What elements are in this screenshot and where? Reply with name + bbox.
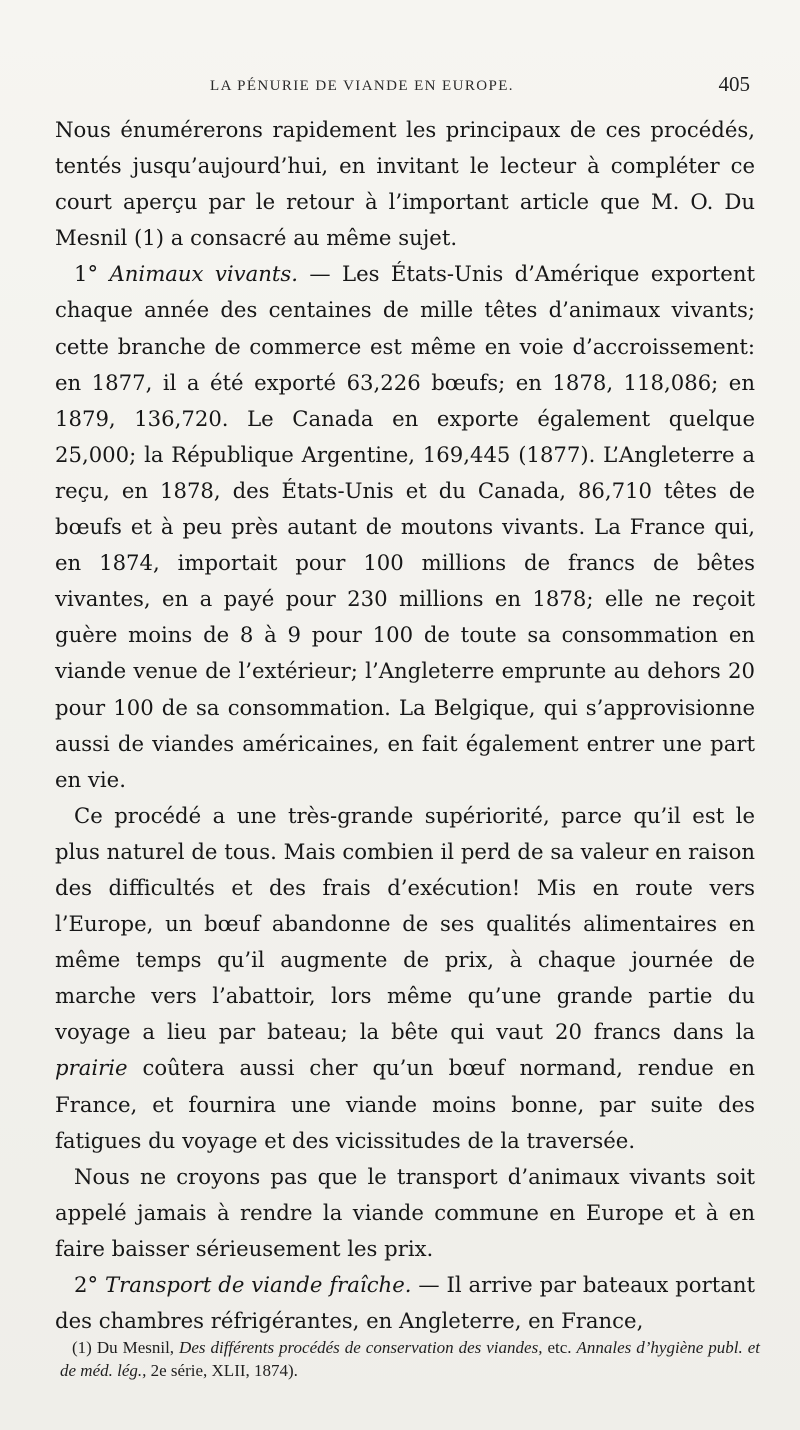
section-text: — Les États-Unis d’Amérique exportent chaque année des centaines de mille têtes d’animaux vivants; cette branche de commerce est même en voie d’accroissement: en 1877, il a été exporté 63,226 bœufs; en 1878, 118,086; en 1879, 136,720. Le Canada en exporte également quelque 25,000; la République Argentine, 169,445 (1877). L’Angleterre a reçu, en 1878, des États-Unis et du Canada, 86,710 têtes de bœufs et à peu près autant de moutons vivants. La France qui, en 1874, importait pour 100 millions de francs de bêtes vivantes, en a payé pour 230 millions en 1878; elle ne reçoit guère moins de 8 à 9 pour 100 de toute sa consommation en viande venue de l’extérieur; l’Angleterre emprunte au dehors 20 pour 100 de sa consommation. La Belgique, qui s’approvisionne aussi de viandes américaines, en fait également entrer une part en vie.	[55, 261, 756, 792]
page-header	[60, 72, 750, 102]
footnote	[60, 1336, 760, 1382]
section-number: 2°	[74, 1272, 105, 1297]
footnote-details: 2e série, XLII, 1874).	[146, 1361, 298, 1380]
footnote-separator	[60, 1330, 750, 1331]
footnote-text	[60, 1336, 760, 1382]
section-title: Animaux vivants.	[109, 261, 299, 287]
footnote-author: Du Mesnil,	[96, 1338, 180, 1357]
body-text	[55, 112, 755, 1339]
paragraph-viande-fraiche	[55, 1267, 755, 1339]
section-title: Transport de viande fraîche.	[104, 1272, 412, 1297]
running-title: LA PÉNURIE DE VIANDE EN EUROPE.	[210, 78, 514, 94]
footnote-title: Des différents procédés de conservation des viandes,	[179, 1338, 543, 1357]
italic-word-prairie: prairie	[55, 1055, 128, 1081]
section-number: 1°	[74, 261, 110, 287]
paragraph-text-before: Ce procédé a une très-grande supériorité, parce qu’il est le plus naturel de tous. Mais combien il perd de sa valeur en raison des difficultés et des frais d’exécution! Mis en route vers l’Europe, un bœuf abandonne de ses qualités alimentaires en même temps qu’il augmente de prix, à chaque journée de marche vers l’abattoir, lors même qu’une grande partie du voyage a lieu par bateau; la bête qui vaut 20 francs dans la	[55, 802, 755, 1045]
footnote-journal: Annales d’hygiène publ. et de méd. lég.,	[60, 1338, 761, 1380]
paragraph-animaux-vivants	[55, 256, 755, 797]
section-text: — Il arrive par bateaux portant des chambres réfrigérantes, en Angleterre, en France,	[55, 1272, 756, 1334]
paragraph-procede	[55, 798, 755, 1159]
page-number: 405	[718, 72, 750, 96]
paragraph-conclusion: Nous ne croyons pas que le transport d’animaux vivants soit appelé jamais à rendre la viande commune en Europe et à en faire baisser sérieusement les prix.	[55, 1163, 755, 1261]
paragraph-text-after: coûtera aussi cher qu’un bœuf normand, rendue en France, et fournira une viande moins bonne, par suite des fatigues du voyage et des vicissitudes de la traversée.	[55, 1055, 755, 1153]
footnote-etc: etc.	[542, 1338, 572, 1357]
footnote-marker: (1)	[72, 1338, 97, 1357]
paragraph-intro: Nous énumérerons rapidement les principaux de ces procédés, tentés jusqu’aujourd’hui, en invitant le lecteur à compléter ce court aperçu par le retour à l’important article que M. O. Du Mesnil (1) a consacré au même sujet.	[55, 117, 755, 251]
